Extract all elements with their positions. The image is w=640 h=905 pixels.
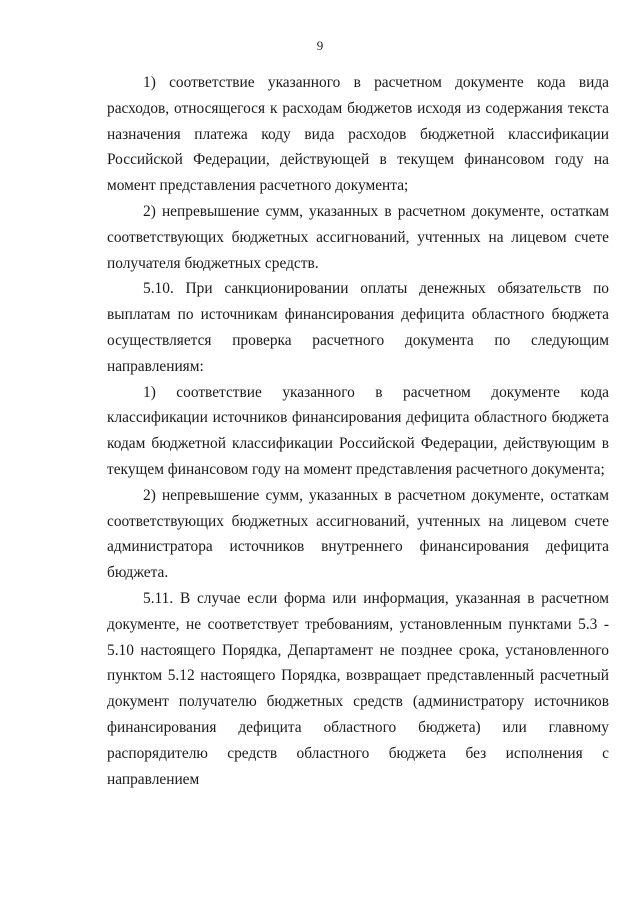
paragraph-5-11: 5.11. В случае если форма или информация, указанная в расчетном документе, не соответствует требованиям, установленным пунктами 5.3 - 5.10 настоящего Порядка, Департамент не позднее срока, установленного пунктом 5.12 настоящего Порядка, возвращает представленный расчетный документ получателю бюджетных средств (администратору источников финансирования дефицита областного бюджета) или главному распорядителю средств областного бюджета без исполнения с направлением <box>107 589 609 788</box>
paragraph-5-10: 5.10. При санкционировании оплаты денежных обязательств по выплатам по источникам финансирования дефицита областного бюджета осуществляется проверка расчетного документа по следующим направлениям: <box>107 280 609 375</box>
paragraph-clause-2: 2) непревышение сумм, указанных в расчетном документе, остаткам соответствующих бюджетных ассигнований, учтенных на лицевом счете получателя бюджетных средств. <box>107 202 609 272</box>
paragraph-5-10-clause-1: 1) соответствие указанного в расчетном документе кода классификации источников финансирования дефицита областного бюджета кодам бюджетной классификации Российской Федерации, действующим в текущем финансовом году на момент представления расчетного документа; <box>107 383 609 478</box>
paragraph-clause-1: 1) соответствие указанного в расчетном документе кода вида расходов, относящегося к расходам бюджетов исходя из содержания текста назначения платежа коду вида расходов бюджетной классификации Российской Федерации, действующей в текущем финансовом году на момент представления расчетного документа; <box>107 74 609 195</box>
page-number: 9 <box>316 38 324 53</box>
paragraph-5-10-clause-2: 2) непревышение сумм, указанных в расчетном документе, остаткам соответствующих бюджетных ассигнований, учтенных на лицевом счете администратора источников внутреннего финансирования дефицита бюджета. <box>107 486 609 582</box>
document-body <box>107 70 609 792</box>
